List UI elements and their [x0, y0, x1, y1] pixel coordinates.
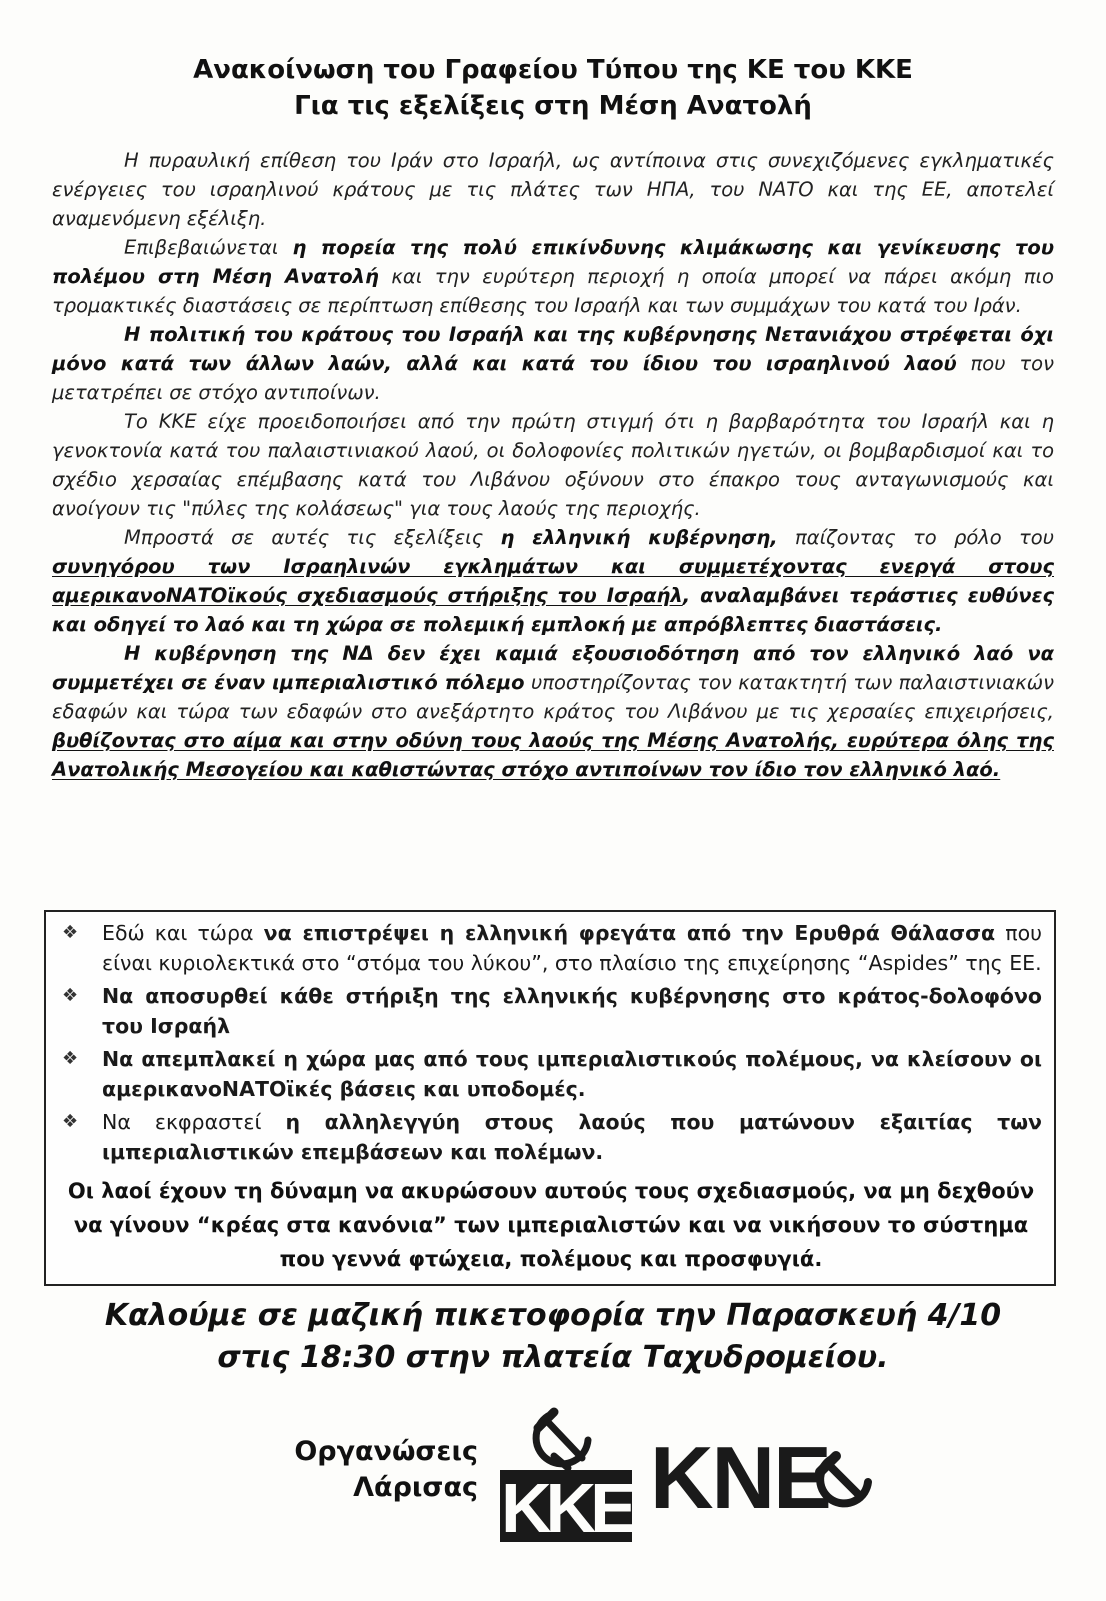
diamond-bullet-icon: ❖	[62, 985, 79, 1006]
closing-statement: Οι λαοί έχουν τη δύναμη να ακυρώσουν αυτούς τους σχεδιασμούς, να μη δεχθούν να γίνουν “κρέας στα κανόνια” των ιμπεριαλιστών και να νικήσουν το σύστημα που γεννά φτώχεια, πολέμους και προσφυγιά.	[67, 1179, 1035, 1271]
paragraph-2: Επιβεβαιώνεται η πορεία της πολύ επικίνδυνης κλιμάκωσης και γενίκευσης του πολέμου στη Μέση Ανατολή και την ευρύτερη περιοχή η οποία μπορεί να πάρει ακόμη πιο τρομακτικές διαστάσεις σε περίπτωση επίθεσης του Ισραήλ και των συμμάχων του κατά του Ιράν.	[52, 236, 1054, 317]
paragraph-3: Η πολιτική του κράτους του Ισραήλ και της κυβέρνησης Νετανιάχου στρέφεται όχι μόνο κατά των άλλων λαών, αλλά και κατά του ίδιου του ισραηλινού λαού που τον μετατρέπει σε στόχο αντιποίνων.	[52, 323, 1054, 404]
announcement-subtitle: Για τις εξελίξεις στη Μέση Ανατολή	[294, 91, 812, 121]
diamond-bullet-icon: ❖	[62, 1111, 79, 1132]
kne-logo	[650, 1428, 880, 1520]
announcement-title: Ανακοίνωση του Γραφείου Τύπου της ΚΕ του ΚΚΕ	[193, 55, 913, 85]
paragraph-5: Μπροστά σε αυτές τις εξελίξεις η ελληνική κυβέρνηση, παίζοντας το ρόλο του συνηγόρου των Ισραηλινών εγκλημάτων και συμμετέχοντας ενεργά στους αμερικανοΝΑΤΟϊκούς σχεδιασμούς στήριξης του Ισραήλ, αναλαμβάνει τεράστιες ευθύνες και οδηγεί το λαό και τη χώρα σε πολεμική εμπλοκή με απρόβλεπτες διαστάσεις.	[52, 526, 1055, 636]
demands-box	[44, 910, 1056, 1286]
paragraph-6: Η κυβέρνηση της ΝΔ δεν έχει καμιά εξουσιοδότηση από τον ελληνικό λαό να συμμετέχει σε έναν ιμπεριαλιστικό πόλεμο υποστηρίζοντας τον κατακτητή των παλαιστινιακών εδαφών και τώρα των εδαφών στο ανεξάρτητο κράτος του Λιβάνου με τις χερσαίες επιχειρήσεις, βυθίζοντας στο αίμα και στην οδύνη τους λαούς της Μέσης Ανατολής, ευρύτερα όλης της Ανατολικής Μεσογείου και καθιστώντας στόχο αντιποίνων τον ίδιο τον ελληνικό λαό.	[52, 642, 1054, 781]
demand-item-2: ❖ Να αποσυρθεί κάθε στήριξη της ελληνικής κυβέρνησης στο κράτος-δολοφόνο του Ισραήλ	[62, 981, 1042, 1041]
svg-text:ΚΚΕ: ΚΚΕ	[501, 1469, 631, 1546]
demands-list	[62, 918, 1042, 1170]
demand-item-1: ❖ Εδώ και τώρα να επιστρέψει η ελληνική φρεγάτα από την Ερυθρά Θάλασσα που είναι κυριολεκτικά στο “στόμα του λύκου”, στο πλαίσιο της επιχείρησης “Aspides” της ΕΕ.	[62, 918, 1042, 978]
diamond-bullet-icon: ❖	[62, 922, 79, 943]
org-line-2: Λάρισας	[353, 1472, 478, 1503]
paragraph-4: Το ΚΚΕ είχε προειδοποιήσει από την πρώτη στιγμή ότι η βαρβαρότητα του Ισραήλ και η γενοκτονία κατά του παλαιστινιακού λαού, οι δολοφονίες πολιτικών ηγετών, οι βομβαρδισμοί και το σχέδιο χερσαίας επέμβασης κατά του Λιβάνου οξύνουν στο έπακρο τους ανταγωνισμούς και ανοίγουν τις "πύλες της κολάσεως" για τους λαούς της περιοχής.	[52, 410, 1054, 520]
org-line-1: Οργανώσεις	[294, 1436, 478, 1467]
rally-call-line-1: Καλούμε σε μαζική πικετοφορία την Παρασκευή 4/10	[104, 1298, 1002, 1333]
kke-logo	[496, 1396, 636, 1546]
paragraph-1: Η πυραυλική επίθεση του Ιράν στο Ισραήλ, ως αντίποινα στις συνεχιζόμενες εγκληματικές ενέργειες του ισραηλινού κράτους με τις πλάτες των ΗΠΑ, του ΝΑΤΟ και της ΕΕ, αποτελεί αναμενόμενη εξέλιξη.	[52, 149, 1054, 230]
rally-call-line-2: στις 18:30 στην πλατεία Ταχυδρομείου.	[217, 1340, 889, 1375]
organization-signature	[294, 1434, 478, 1506]
announcement-body	[52, 146, 1054, 784]
demand-item-4: ❖ Να εκφραστεί η αλληλεγγύη στους λαούς που ματώνουν εξαιτίας των ιμπεριαλιστικών επεμβάσεων και πολέμων.	[62, 1107, 1042, 1167]
svg-text:ΚΝΕ: ΚΝΕ	[650, 1428, 830, 1520]
diamond-bullet-icon: ❖	[62, 1048, 79, 1069]
demand-item-3: ❖ Να απεμπλακεί η χώρα μας από τους ιμπεριαλιστικούς πολέμους, να κλείσουν οι αμερικανοΝΑΤΟϊκές βάσεις και υποδομές.	[62, 1044, 1042, 1104]
hammer-sickle-icon	[536, 1412, 588, 1468]
